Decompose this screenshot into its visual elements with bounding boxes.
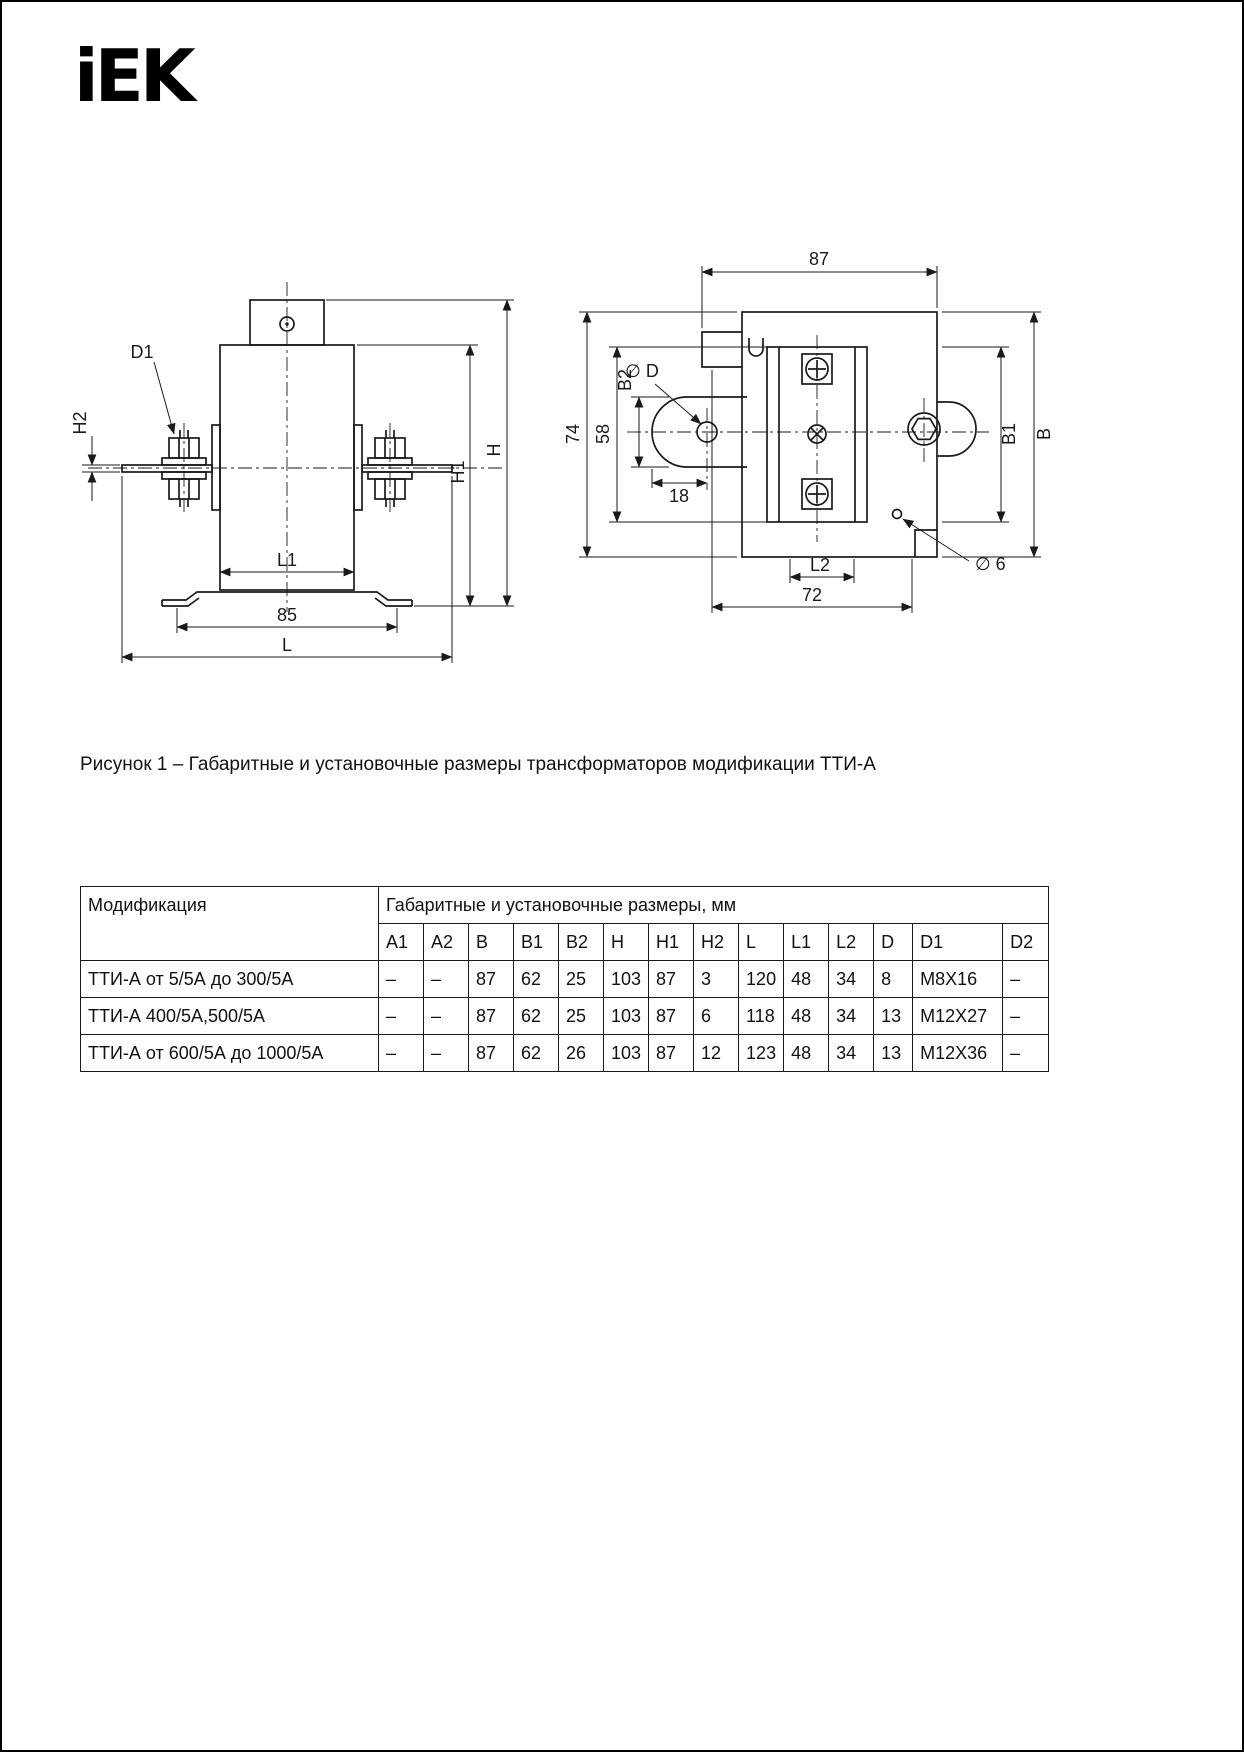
col-header: D2 <box>1003 924 1049 961</box>
cell: 62 <box>514 961 559 998</box>
cell: 62 <box>514 1035 559 1072</box>
cell: 62 <box>514 998 559 1035</box>
dim-label-58: 58 <box>593 423 613 445</box>
dim-label-h1: H1 <box>448 460 468 484</box>
cell: M12X27 <box>913 998 1003 1035</box>
cell: 26 <box>559 1035 604 1072</box>
cell: – <box>1003 998 1049 1035</box>
col-header: D <box>874 924 913 961</box>
cell: 34 <box>829 1035 874 1072</box>
dimensions-table <box>80 886 1049 1072</box>
cell: 87 <box>469 961 514 998</box>
row-modification: ТТИ-А от 5/5А до 300/5А <box>81 961 379 998</box>
cell: 48 <box>784 998 829 1035</box>
col-header: A1 <box>379 924 424 961</box>
dim-label-h: H <box>484 443 504 457</box>
header-dimensions-group: Габаритные и установочные размеры, мм <box>379 887 1049 924</box>
col-header: H2 <box>694 924 739 961</box>
cell: 3 <box>694 961 739 998</box>
cell: 48 <box>784 961 829 998</box>
centerlines <box>627 335 989 542</box>
col-header: H <box>604 924 649 961</box>
cell: – <box>424 1035 469 1072</box>
dim-label-l2: L2 <box>809 555 831 575</box>
col-header: A2 <box>424 924 469 961</box>
dim-label-b1: B1 <box>999 422 1019 446</box>
dim-label-18: 18 <box>668 486 690 506</box>
cell: 118 <box>739 998 784 1035</box>
cell: 103 <box>604 961 649 998</box>
cell: – <box>1003 961 1049 998</box>
cell: M12X36 <box>913 1035 1003 1072</box>
dim-label-h2: H2 <box>70 411 90 435</box>
dim-label-dia-d: ∅ D <box>625 361 659 381</box>
col-header: H1 <box>649 924 694 961</box>
cell: 87 <box>649 998 694 1035</box>
front-view-drawing <box>62 240 532 680</box>
dim-label-85: 85 <box>276 605 298 625</box>
col-header: L <box>739 924 784 961</box>
cell: M8X16 <box>913 961 1003 998</box>
figure-caption: Рисунок 1 – Габаритные и установочные размеры трансформаторов модификации ТТИ-А <box>80 754 876 775</box>
cell: 6 <box>694 998 739 1035</box>
dim-label-b2: B2 <box>615 368 635 392</box>
cell: 87 <box>649 961 694 998</box>
table-row <box>81 961 1049 998</box>
cell: 34 <box>829 961 874 998</box>
cell: 123 <box>739 1035 784 1072</box>
cell: 34 <box>829 998 874 1035</box>
header-modification: Модификация <box>81 887 379 961</box>
table-header-row <box>81 887 1049 924</box>
row-modification: ТТИ-А 400/5А,500/5А <box>81 998 379 1035</box>
table-row <box>81 998 1049 1035</box>
cell: – <box>379 1035 424 1072</box>
cell: – <box>379 961 424 998</box>
col-header: D1 <box>913 924 1003 961</box>
dim-label-72: 72 <box>801 585 823 605</box>
dim-label-b: B <box>1034 427 1054 441</box>
primary-clamp-left <box>122 430 212 507</box>
col-header: B <box>469 924 514 961</box>
primary-clamp-right <box>362 430 452 507</box>
cell: 87 <box>649 1035 694 1072</box>
cell: 103 <box>604 1035 649 1072</box>
cell: 25 <box>559 998 604 1035</box>
dim-label-74: 74 <box>563 423 583 445</box>
row-modification: ТТИ-А от 600/5А до 1000/5А <box>81 1035 379 1072</box>
cell: – <box>424 961 469 998</box>
cell: – <box>379 998 424 1035</box>
secondary-terminal-block <box>767 347 867 522</box>
col-header: B1 <box>514 924 559 961</box>
cell: – <box>1003 1035 1049 1072</box>
table-row <box>81 1035 1049 1072</box>
dim-label-d1: D1 <box>130 342 154 362</box>
cell: 13 <box>874 998 913 1035</box>
side-view-drawing <box>557 240 1087 680</box>
dim-label-dia-6: ∅ 6 <box>975 554 1006 574</box>
dim-label-l: L <box>281 635 293 655</box>
cell: 13 <box>874 1035 913 1072</box>
col-header: L1 <box>784 924 829 961</box>
transformer-body-side <box>652 312 976 557</box>
cell: 25 <box>559 961 604 998</box>
cell: 48 <box>784 1035 829 1072</box>
cell: 87 <box>469 1035 514 1072</box>
dim-label-l1: L1 <box>276 550 298 570</box>
cell: 87 <box>469 998 514 1035</box>
cell: 103 <box>604 998 649 1035</box>
col-header: B2 <box>559 924 604 961</box>
col-header: L2 <box>829 924 874 961</box>
iek-logo: iEK <box>74 34 192 118</box>
cell: – <box>424 998 469 1035</box>
cell: 120 <box>739 961 784 998</box>
dim-label-87: 87 <box>808 249 830 269</box>
cell: 12 <box>694 1035 739 1072</box>
cell: 8 <box>874 961 913 998</box>
